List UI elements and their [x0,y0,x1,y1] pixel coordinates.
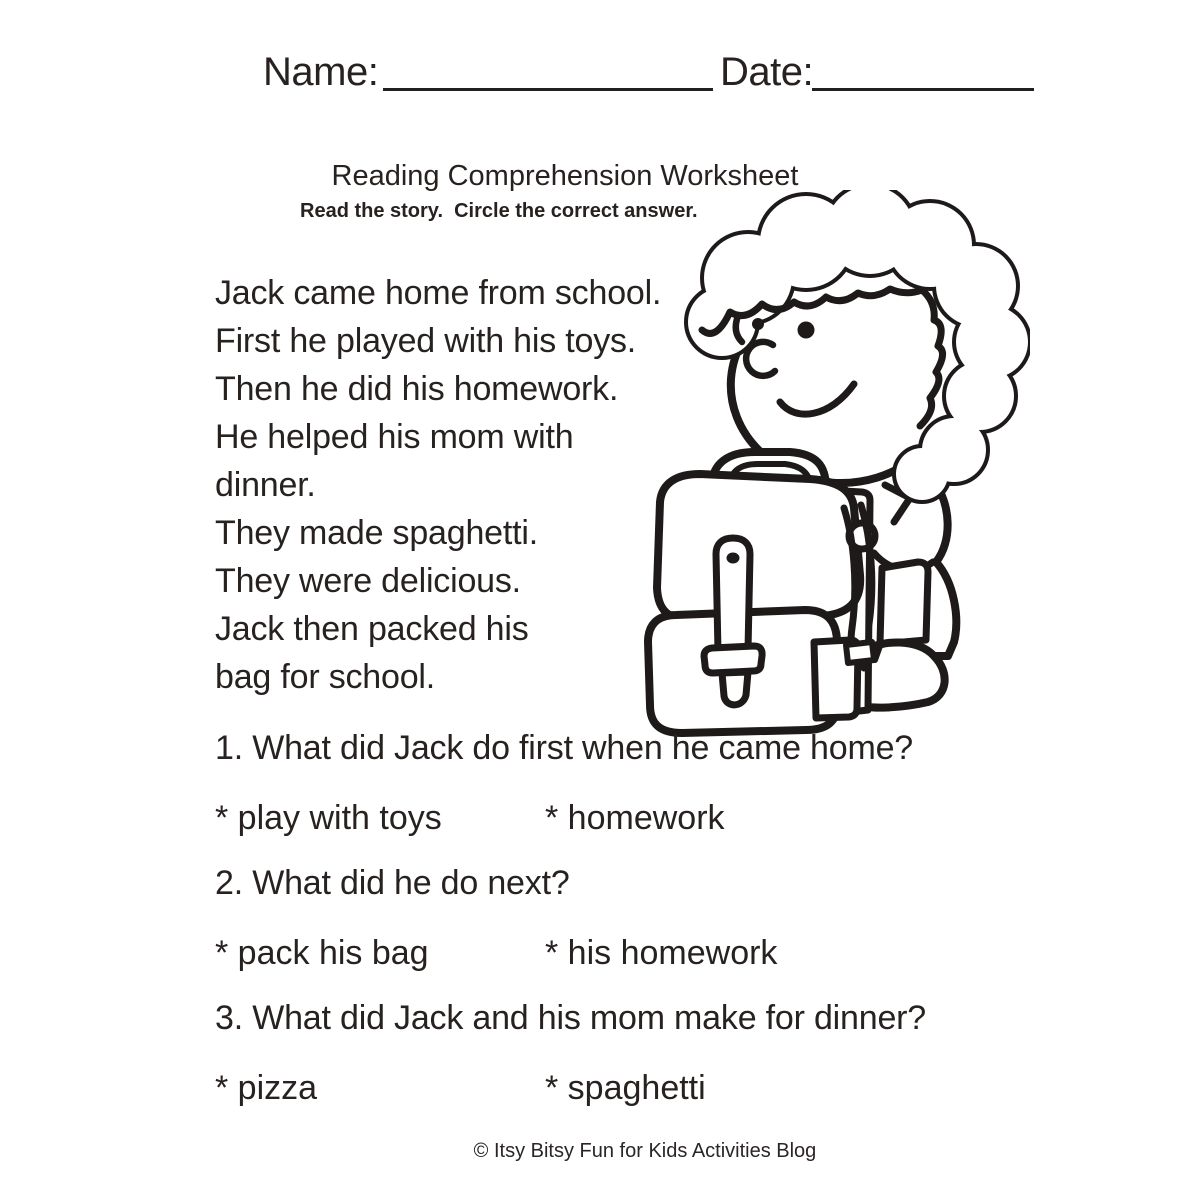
instructions-text: Read the story. Circle the correct answer. [300,200,698,222]
story-line: dinner. [215,466,316,504]
name-blank-line [383,88,713,91]
date-label: Date: [720,50,814,94]
story-line: They were delicious. [215,562,521,600]
story-line: Jack then packed his [215,610,529,648]
story-line: Then he did his homework. [215,370,619,408]
page-title: Reading Comprehension Worksheet [331,160,799,192]
question-1: 1. What did Jack do first when he came home? [215,729,913,767]
boy-with-backpack-illustration [630,190,1030,740]
question-2: 2. What did he do next? [215,864,570,902]
name-label: Name: [263,50,379,94]
story-line: He helped his mom with [215,418,574,456]
story-line: bag for school. [215,658,436,696]
date-blank-line [812,88,1034,91]
story-line: Jack came home from school. [215,274,662,312]
question-1-option-2: * homework [545,799,725,837]
question-3-option-2: * spaghetti [545,1069,706,1107]
question-2-option-2: * his homework [545,934,778,972]
question-1-option-1: * play with toys [215,799,442,837]
boy-with-backpack-drawing [630,190,1030,740]
story-line: They made spaghetti. [215,514,538,552]
footer-credit: © Itsy Bitsy Fun for Kids Activities Blog [473,1140,817,1162]
question-2-option-1: * pack his bag [215,934,429,972]
story-line: First he played with his toys. [215,322,637,360]
question-3-option-1: * pizza [215,1069,318,1107]
question-3: 3. What did Jack and his mom make for dinner? [215,999,926,1037]
